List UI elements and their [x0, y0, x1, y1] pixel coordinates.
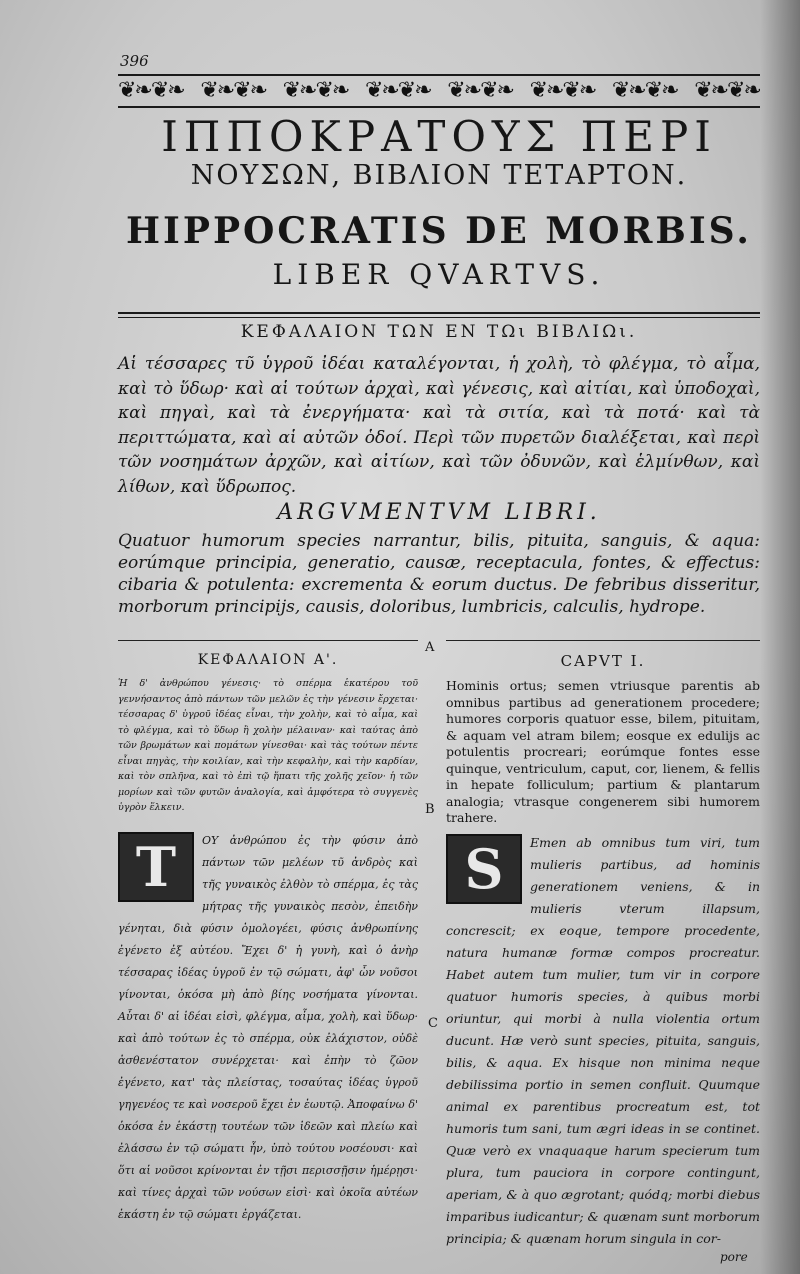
ornament-icon: ❦❧❦❧ — [364, 78, 431, 103]
chapter-latin-summary: Hominis ortus; semen vtriusque parentis ab omnibus partibus ad generationem procedere; humores corporis quatuor esse, bilem, pituitam, & aquam vel atram bilem; eosque ex edulijs ac potulentis procreari; eorúmque fontes esse quinque, ventriculum, caput, cor, lienem, & fellis in hepate folliculum; partium & plantarum analogia; vtrasque congenerem sibi humorem trahere. — [446, 678, 760, 825]
decorated-initial-icon: S — [446, 834, 522, 904]
ornament-icon: ❦❧❦❧ — [694, 78, 760, 103]
decorated-initial-icon: Τ — [118, 832, 194, 902]
ornament-icon: ❦❧❦❧ — [282, 78, 349, 103]
ornament-icon: ❦❧❦❧ — [200, 78, 267, 103]
greek-body-text — [118, 830, 418, 1226]
divider-rule-thin — [118, 317, 760, 318]
column-rule-right — [446, 640, 760, 641]
page-number: 396 — [120, 52, 149, 70]
contents-greek-text: Αἱ τέσσαρες τῦ ὑγροῦ ἰδέαι καταλέγονται, ἡ χολὴ, τὸ φλέγμα, τὸ αἷμα, καὶ τὸ ὕδωρ· καὶ αἱ τούτων ἀρχαὶ, καὶ γένεσις, καὶ αἰτίαι, καὶ ὑποδοχαὶ, καὶ πηγαὶ, καὶ τὰ ἐνεργήματα· καὶ τὰ σιτία, καὶ τὰ ποτά· καὶ τὰ περιττώματα, καὶ αἱ αὐτῶν ὁδοί. Περὶ τῶν πυρετῶν διαλέξεται, καὶ περὶ τῶν νοσημάτων ἀρχῶν, καὶ αἰτίων, καὶ τῶν ὀδυνῶν, καὶ ἑλμίνθων, καὶ λίθων, καὶ ὕδρωπος. — [118, 354, 760, 497]
ornament-icon: ❦❧❦❧ — [447, 78, 513, 103]
greek-title-line-2: ΝΟΥΣΩΝ, ΒΙΒΛΙΟΝ ΤΕΤΑΡΤΟΝ. — [190, 160, 688, 191]
contents-heading: ΚΕΦΑΛΑΙΟΝ ΤΩΝ ΕΝ ΤΩι ΒΙΒΛΙΩι. — [240, 322, 638, 342]
margin-letter-b: B — [425, 802, 435, 817]
chapter-latin-heading: CAPVT I. — [560, 652, 646, 670]
margin-letter-a: A — [425, 640, 435, 655]
latin-body-text — [446, 832, 760, 1250]
catchword: pore — [720, 1250, 748, 1264]
chapter-greek-heading: ΚΕΦΑΛΑΙΟΝ Α'. — [197, 652, 339, 668]
argument-heading: ARGVMENTVM LIBRI. — [277, 500, 601, 525]
divider-rule — [118, 312, 760, 314]
chapter-greek-summary: Ἡ δ' ἀνθρώπου γένεσις· τὸ σπέρμα ἑκατέρου τοῦ γεννήσαντος ἀπὸ πάντων τῶν μελῶν ἐς τὴν γένεσιν ἔρχεται· τέσσαρας δ' ὑγροῦ ἰδέας εἶναι, τὴν χολὴν, καὶ τὸ αἷμα, καὶ τὸ φλέγμα, καὶ τὸ ὕδωρ ἢ χολὴν μέλαιναν· καὶ ταύτας ἀπὸ τῶν βρωμάτων καὶ πομάτων γίνεσθαι· καὶ τὰς τούτων πέντε εἶναι πηγὰς, τὴν κοιλίαν, καὶ τὴν κεφαλὴν, καὶ τὴν καρδίαν, καὶ τὸν σπλῆνα, καὶ τὸ ἐπὶ τῷ ἥπατι τῆς χολῆς χεῖον· ἡ τῶν μορίων καὶ τῶν φυτῶν ἀναλογία, καὶ ἀμφότερα τὸ συγγενὲς ὑγρὸν ἕλκειν. — [118, 678, 418, 813]
ornament-icon: ❦❧❦❧ — [529, 78, 596, 103]
latin-body-paragraph: Emen ab omnibus tum viri, tum mulieris partibus, ad hominis generationem veniens, & in mulieris vterum illapsum, concrescit; ex eoque, tempore procedente, natura humanæ formæ compos procreatur. Habet autem tum mulier, tum vir in corpore quatuor humoris species, à quibus morbi oriuntur, qui morbi à nulla violentia ortum ducunt. Hæ verò sunt species, pituita, sanguis, bilis, & aqua. Ex hisque non minima neque debilissima portio in semen confluit. Quumque animal ex parentibus procreatum est, tot humoris tum sani, tum ægri ideas in se continet. Quæ verò ex vnaquaque harum specierum tum plura, tum pauciora in corpore contingunt, aperiam, & à quo ægrotant; quódq; morbi diebus imparibus iudicantur; & quænam sunt morborum principia; & quænam horum singula in cor- — [446, 835, 761, 1246]
binding-shadow — [760, 0, 800, 1274]
ornament-icon: ❦❧❦❧ — [118, 78, 184, 103]
column-rule-left — [118, 640, 418, 641]
latin-title-line-1: HIPPOCRATIS DE MORBIS. — [126, 210, 752, 252]
argument-latin-text: Quatuor humorum species narrantur, bilis, pituita, sanguis, & aqua: eorúmque principia, generatio, causæ, receptacula, fontes, & effectus: cibaria & potulenta: excrementa & eorum ductus. De febribus disseritur, morborum principijs, causis, doloribus, lumbricis, calculis, hydrope. — [118, 531, 760, 617]
greek-body-paragraph: ΟΥ ἀνθρώπου ἐς τὴν φύσιν ἀπὸ πάντων τῶν μελέων τῦ ἀνδρὸς καὶ τῆς γυναικὸς ἐλθὸν τὸ σπέρμα, ἐς τὰς μήτρας τῆς γυναικὸς πεσὸν, ἐπειδὴν γένηται, διὰ φύσιν ὁμολογέει, φύσις ἀνθρωπίνης ἐγένετο ἐξ αὐτέου. Ἔχει δ' ἡ γυνὴ, καὶ ὁ ἀνὴρ τέσσαρας ἰδέας ὑγροῦ ἐν τῷ σώματι, ἀφ' ὧν νοῦσοι γίνονται, ὁκόσα μὴ ἀπὸ βίης νοσήματα γίνονται. Αὗται δ' αἱ ἰδέαι εἰσὶ, φλέγμα, αἷμα, χολὴ, καὶ ὕδωρ· καὶ ἀπὸ τούτων ἐς τὸ σπέρμα, οὐκ ἐλάχιστον, οὐδὲ ἀσθενέστατον συνέρχεται· καὶ ἐπὴν τὸ ζῶον ἐγένετο, κατ' τὰς πλείστας, τοσαύτας ἰδέας ὑγροῦ γηγενέος τε καὶ νοσεροῦ ἔχει ἐν ἑωυτῷ. Ἀποφαίνω δ' ὁκόσα ἐν ἑκάστῃ τουτέων τῶν ἰδεῶν καὶ πλείω καὶ ἐλάσσω ἐν τῷ σώματι ἦν, ὑπὸ τούτου νοσέουσι· καὶ ὅτι αἱ νοῦσοι κρίνονται ἐν τῇσι περισσῇσιν ἡμέρῃσι· καὶ τίνες ἀρχαὶ τῶν νούσων εἰσὶ· καὶ ὁκοῖα αὐτέων ἑκάστη ἐν τῷ σώματι ἐργάζεται. — [118, 834, 418, 1221]
latin-title-line-2: LIBER QVARTVS. — [272, 258, 606, 291]
ornament-band — [118, 74, 760, 108]
margin-letter-c: C — [428, 1016, 438, 1031]
greek-title-line-1: ΙΠΠΟΚΡΑΤΟΥΣ ΠΕΡΙ — [161, 112, 717, 161]
ornament-icon: ❦❧❦❧ — [611, 78, 678, 103]
